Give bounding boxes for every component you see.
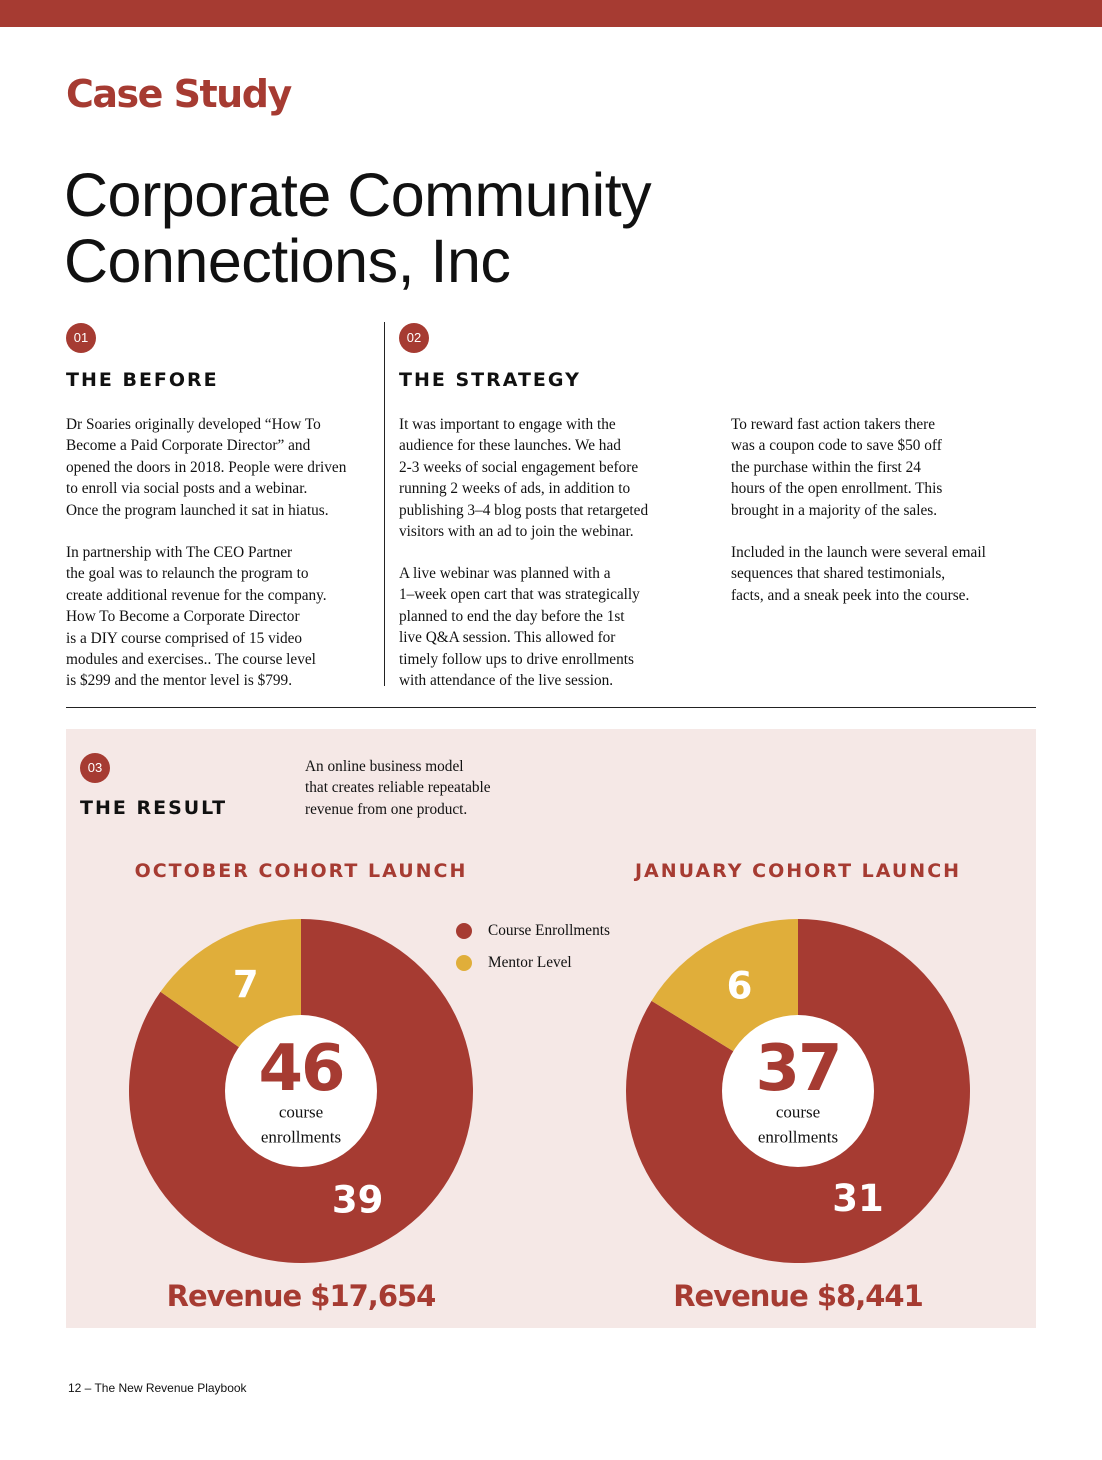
strategy-paragraph-4: Included in the launch were several email sequences that shared testimonials, facts, and a sneak peek into the course. [731,544,986,604]
center-label-line: enrollments [757,1127,839,1147]
strategy-paragraph-3: To reward fast action takers there was a coupon code to save $50 off the purchase within the first 24 hours of the open enrollment. This brought in a majority of the sales. [731,416,943,519]
kicker-label: Case Study [66,72,291,116]
center-label-line: course [775,1102,821,1122]
slice-label-mentor-level: 6 [726,964,753,1008]
chart-title-january: JANUARY COHORT LAUNCH [634,860,962,882]
section-separator [66,707,1036,708]
section-number-before: 01 [66,323,96,353]
chart-title-october: OCTOBER COHORT LAUNCH [134,860,468,882]
legend-swatch-course [456,923,472,939]
section-heading-strategy: THE STRATEGY [399,369,581,391]
january-donut-chart [625,918,971,1264]
slice-label-course-enrollments: 39 [331,1178,384,1222]
strategy-paragraph-1: It was important to engage with the audience for these launches. We had 2-3 weeks of social engagement before running 2 weeks of ads, in addition to publishing 3–4 blog posts that retargeted visitors with an ad to join the webinar. [399,416,649,541]
before-paragraph-1: Dr Soaries originally developed “How To Become a Paid Corporate Director” and opened the doors in 2018. People were driven to enroll via social posts and a webinar. Once the program launched it sat in hiatus. [66,416,347,519]
october-donut-chart [128,918,474,1264]
legend-label-mentor: Mentor Level [488,954,572,971]
revenue-january: Revenue $8,441 [673,1279,923,1313]
total-enrollments: 46 [258,1032,344,1106]
revenue-october: Revenue $17,654 [166,1279,436,1313]
center-label-line: enrollments [260,1127,342,1147]
top-accent-bar [0,0,1102,27]
title-line-1: Corporate Community [64,161,652,229]
legend-swatch-mentor [456,955,472,971]
section-heading-result: THE RESULT [80,797,228,819]
section-number-result: 03 [80,753,110,783]
result-intro: An online business model that creates reliable repeatable revenue from one product. [305,758,491,818]
strategy-paragraph-2: A live webinar was planned with a 1–week open cart that was strategically planned to end the day before the 1st live Q&A session. This allowed for timely follow ups to drive enrollments with attendance of the live session. [399,565,640,690]
title-line-2: Connections, Inc [64,227,511,295]
page-title [64,162,651,294]
slice-label-course-enrollments: 31 [832,1176,884,1220]
page-footer: 12 – The New Revenue Playbook [68,1381,247,1395]
section-number-strategy: 02 [399,323,429,353]
total-enrollments: 37 [755,1032,841,1106]
legend-label-course: Course Enrollments [488,922,610,939]
slice-label-mentor-level: 7 [232,962,259,1006]
section-heading-before: THE BEFORE [66,369,219,391]
column-divider [384,322,385,686]
center-label-line: course [278,1102,324,1122]
before-paragraph-2: In partnership with The CEO Partner the goal was to relaunch the program to create additional revenue for the company. How To Become a Corporate Director is a DIY course comprised of 15 video modules and exercises.. The course level is $299 and the mentor level is $799. [66,544,327,690]
